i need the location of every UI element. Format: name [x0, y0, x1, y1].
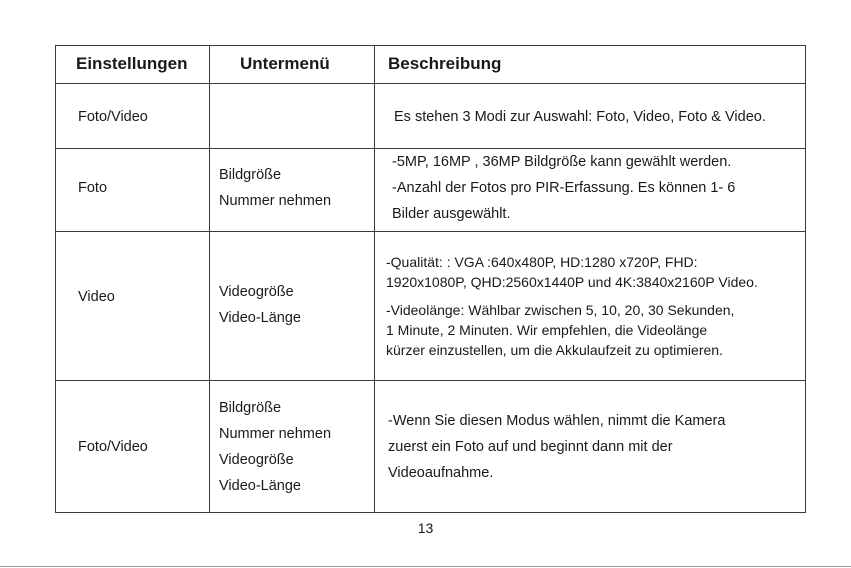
- description-line: -Wenn Sie diesen Modus wählen, nimmt die Kamera: [388, 413, 726, 429]
- description-line: -Videolänge: Wählbar zwischen 5, 10, 20, 30 Sekunden,: [386, 302, 735, 318]
- header-submenu: Untermenü: [240, 54, 330, 73]
- row-description: [388, 408, 725, 486]
- row-submenu: [219, 162, 331, 214]
- page-number: 13: [417, 520, 434, 536]
- header-description: Beschreibung: [388, 54, 502, 73]
- column-divider: [374, 46, 375, 512]
- row-setting: Foto/Video: [78, 439, 148, 455]
- row-setting: Foto/Video: [78, 109, 148, 125]
- row-description: [386, 252, 758, 360]
- row-divider: [56, 380, 805, 381]
- row-setting: Video: [78, 289, 115, 305]
- submenu-item: Videogröße: [219, 284, 294, 300]
- submenu-item: Nummer nehmen: [219, 193, 332, 209]
- description-line: zuerst ein Foto auf und beginnt dann mit der: [388, 439, 673, 455]
- description-line: Bilder ausgewählt.: [392, 206, 511, 222]
- description-line: kürzer einzustellen, um die Akkulaufzeit zu optimieren.: [386, 342, 723, 358]
- description-line: Videoaufnahme.: [388, 465, 494, 481]
- description-line: -5MP, 16MP , 36MP Bildgröße kann gewählt werden.: [392, 154, 732, 170]
- bottom-divider: [0, 566, 851, 567]
- submenu-item: Video-Länge: [219, 478, 301, 494]
- submenu-item: Bildgröße: [219, 400, 282, 416]
- row-divider: [56, 231, 805, 232]
- row-submenu: [219, 279, 301, 331]
- submenu-item: Nummer nehmen: [219, 426, 332, 442]
- submenu-item: Video-Länge: [219, 310, 301, 326]
- description-line: 1920x1080P, QHD:2560x1440P und 4K:3840x2160P Video.: [386, 274, 758, 290]
- settings-table: [55, 45, 806, 513]
- submenu-item: Videogröße: [219, 452, 294, 468]
- description-line: -Anzahl der Fotos pro PIR-Erfassung. Es können 1- 6: [392, 180, 736, 196]
- column-divider: [209, 46, 210, 512]
- row-description: [392, 149, 735, 227]
- description-line: 1 Minute, 2 Minuten. Wir empfehlen, die Videolänge: [386, 322, 708, 338]
- description-line: -Qualität: : VGA :640x480P, HD:1280 x720P, FHD:: [386, 254, 698, 270]
- row-divider: [56, 83, 805, 84]
- row-description: Es stehen 3 Modi zur Auswahl: Foto, Video, Foto & Video.: [394, 109, 766, 125]
- row-setting: Foto: [78, 180, 108, 196]
- row-submenu: [219, 395, 331, 499]
- submenu-item: Bildgröße: [219, 167, 282, 183]
- header-settings: Einstellungen: [76, 54, 188, 73]
